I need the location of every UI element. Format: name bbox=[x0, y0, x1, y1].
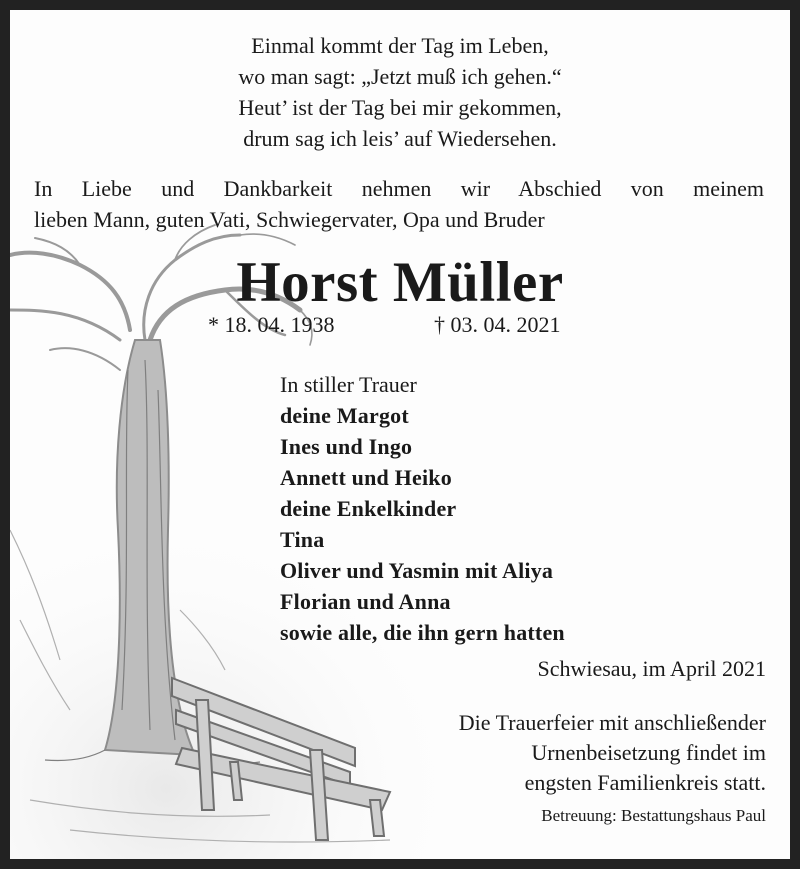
mourner-name: Florian und Anna bbox=[280, 589, 451, 614]
mourner-name: deine Enkelkinder bbox=[280, 496, 457, 521]
mourner-name: Tina bbox=[280, 527, 325, 552]
undertaker-credit: Betreuung: Bestattungshaus Paul bbox=[541, 806, 766, 825]
mourner-name: deine Margot bbox=[280, 403, 409, 428]
mourner-name: Oliver und Yasmin mit Aliya bbox=[280, 558, 554, 583]
service-line: engsten Familienkreis statt. bbox=[524, 770, 766, 795]
poem-line: drum sag ich leis’ auf Wiedersehen. bbox=[243, 126, 557, 151]
intro-line: lieben Mann, guten Vati, Schwiegervater, Opa und Bruder bbox=[34, 207, 545, 232]
deceased-name: Horst Müller bbox=[236, 251, 564, 314]
service-line: Die Trauerfeier mit anschließender bbox=[458, 710, 766, 735]
mourner-name: Ines und Ingo bbox=[280, 434, 413, 459]
death-date: † 03. 04. 2021 bbox=[434, 312, 561, 337]
poem-line: Einmal kommt der Tag im Leben, bbox=[251, 33, 549, 58]
poem-line: Heut’ ist der Tag bei mir gekommen, bbox=[238, 95, 562, 120]
place-and-date: Schwiesau, im April 2021 bbox=[537, 656, 766, 681]
intro-text bbox=[34, 173, 764, 235]
mourners-list bbox=[280, 369, 565, 648]
poem bbox=[10, 30, 790, 154]
service-info bbox=[459, 708, 766, 798]
mourner-name: sowie alle, die ihn gern hatten bbox=[280, 620, 565, 645]
service-line: Urnenbeisetzung findet im bbox=[531, 740, 766, 765]
poem-line: wo man sagt: „Jetzt muß ich gehen.“ bbox=[238, 64, 562, 89]
mourners-lead: In stiller Trauer bbox=[280, 372, 417, 397]
notice-content bbox=[10, 10, 790, 859]
mourner-name: Annett und Heiko bbox=[280, 465, 452, 490]
birth-date: * 18. 04. 1938 bbox=[208, 312, 335, 337]
intro-line: In Liebe und Dankbarkeit nehmen wir Abschied von meinem bbox=[34, 176, 764, 201]
